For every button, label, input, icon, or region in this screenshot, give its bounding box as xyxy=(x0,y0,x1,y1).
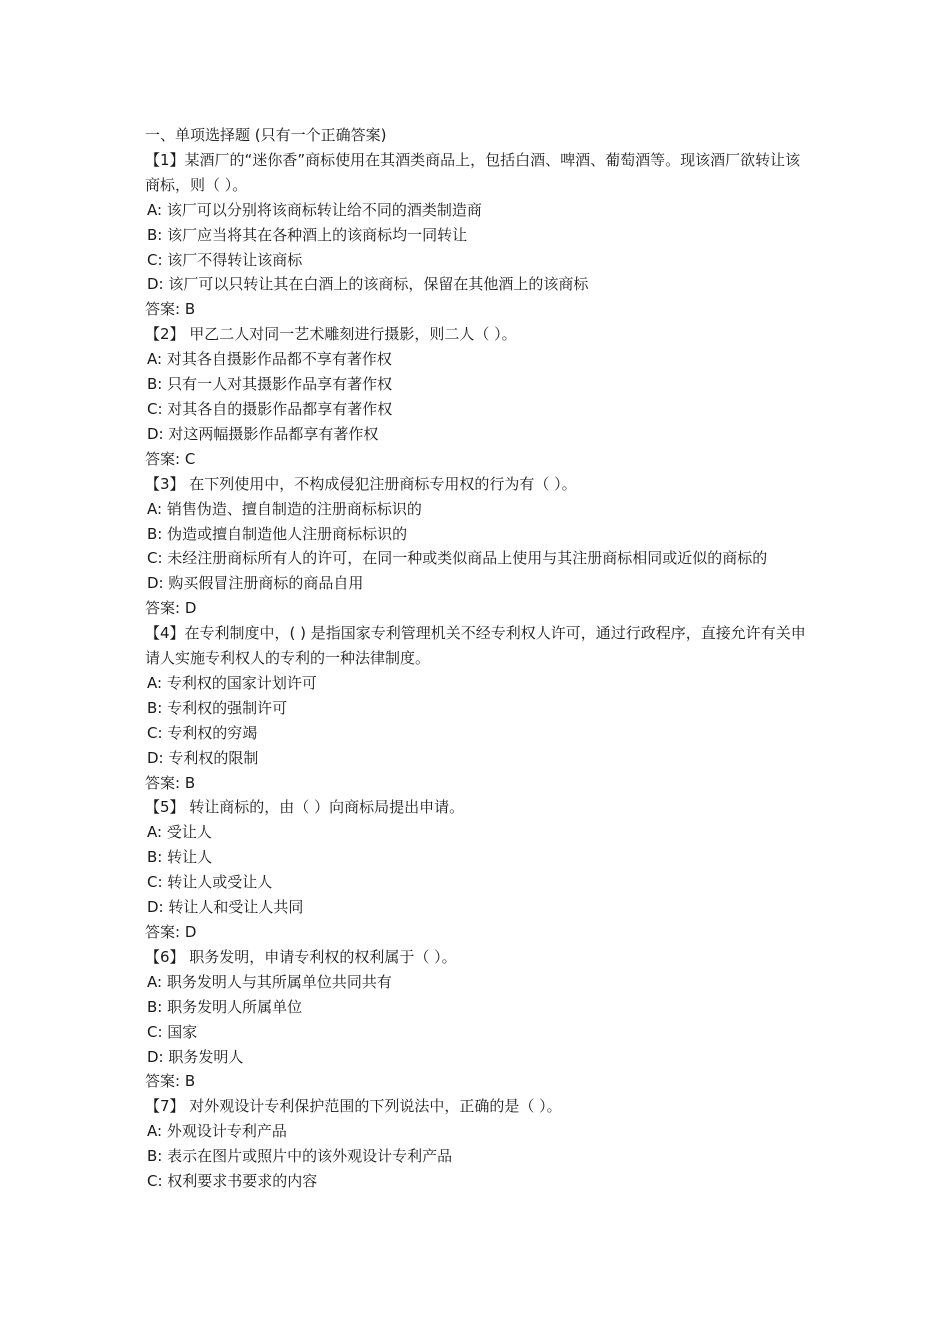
option-d: D: 购买假冒注册商标的商品自用 xyxy=(147,574,364,593)
option-d: D: 职务发明人 xyxy=(147,1047,244,1066)
option-a: A: 外观设计专利产品 xyxy=(147,1122,287,1141)
option-c: C: 专利权的穷竭 xyxy=(147,723,258,742)
option-b: B: 转让人 xyxy=(147,848,213,867)
question-1 xyxy=(145,148,810,322)
question-stem: 【3】 在下列使用中，不构成侵犯注册商标专用权的行为有（ ）。 xyxy=(145,474,577,493)
question-stem: 【1】某酒厂的“迷你香”商标使用在其酒类商品上，包括白酒、啤酒、葡萄酒等。现该酒厂欲转让该商标，则（ ）。 xyxy=(145,150,801,194)
option-c: C: 对其各自的摄影作品都享有著作权 xyxy=(147,399,393,418)
answer: 答案: B xyxy=(145,300,196,319)
answer: 答案: C xyxy=(145,449,196,468)
option-a: A: 受让人 xyxy=(147,823,212,842)
answer: 答案: D xyxy=(145,923,197,941)
question-stem: 【4】在专利制度中，( ) 是指国家专利管理机关不经专利权人许可，通过行政程序，直接允许有关申请人实施专利权人的专利的一种法律制度。 xyxy=(145,624,806,668)
option-a: A: 专利权的国家计划许可 xyxy=(147,673,317,692)
question-3 xyxy=(145,472,810,621)
answer: 答案: D xyxy=(145,599,197,618)
question-5 xyxy=(145,795,810,944)
option-b: B: 专利权的强制许可 xyxy=(147,698,288,717)
question-stem: 【2】 甲乙二人对同一艺术雕刻进行摄影，则二人（ ）。 xyxy=(145,325,517,344)
option-b: B: 该厂应当将其在各种酒上的该商标均一同转让 xyxy=(147,225,468,244)
document-page xyxy=(145,123,810,1194)
option-c: C: 未经注册商标所有人的许可，在同一种或类似商品上使用与其注册商标相同或近似的商标的 xyxy=(147,549,768,568)
option-a: A: 职务发明人与其所属单位共同共有 xyxy=(147,972,392,991)
option-a: A: 销售伪造、擅自制造的注册商标标识的 xyxy=(147,499,422,518)
answer: 答案: B xyxy=(145,773,196,792)
question-stem: 【6】 职务发明，申请专利权的权利属于（ ）。 xyxy=(145,947,457,966)
option-b: B: 伪造或擅自制造他人注册商标标识的 xyxy=(147,524,408,543)
option-a: A: 该厂可以分别将该商标转让给不同的酒类制造商 xyxy=(147,200,482,219)
question-6 xyxy=(145,945,810,1094)
option-b: B: 表示在图片或照片中的该外观设计专利产品 xyxy=(147,1147,453,1166)
option-c: C: 国家 xyxy=(147,1022,198,1041)
option-a: A: 对其各自摄影作品都不享有著作权 xyxy=(147,350,392,369)
option-b: B: 只有一人对其摄影作品享有著作权 xyxy=(147,375,393,394)
question-4 xyxy=(145,621,810,795)
section-title: 一、单项选择题 (只有一个正确答案) xyxy=(145,126,387,144)
option-c: C: 该厂不得转让该商标 xyxy=(147,250,303,269)
question-stem: 【7】 对外观设计专利保护范围的下列说法中，正确的是（ ）。 xyxy=(145,1097,562,1116)
option-d: D: 专利权的限制 xyxy=(147,748,259,767)
question-7 xyxy=(145,1094,810,1194)
option-d: D: 对这两幅摄影作品都享有著作权 xyxy=(147,424,379,443)
option-c: C: 转让人或受让人 xyxy=(147,873,273,892)
option-c: C: 权利要求书要求的内容 xyxy=(147,1172,318,1191)
option-d: D: 转让人和受让人共同 xyxy=(147,898,304,917)
question-2 xyxy=(145,322,810,471)
question-stem: 【5】 转让商标的，由（ ）向商标局提出申请。 xyxy=(145,798,465,817)
option-b: B: 职务发明人所属单位 xyxy=(147,997,303,1016)
answer: 答案: B xyxy=(145,1072,196,1091)
option-d: D: 该厂可以只转让其在白酒上的该商标，保留在其他酒上的该商标 xyxy=(147,275,589,294)
